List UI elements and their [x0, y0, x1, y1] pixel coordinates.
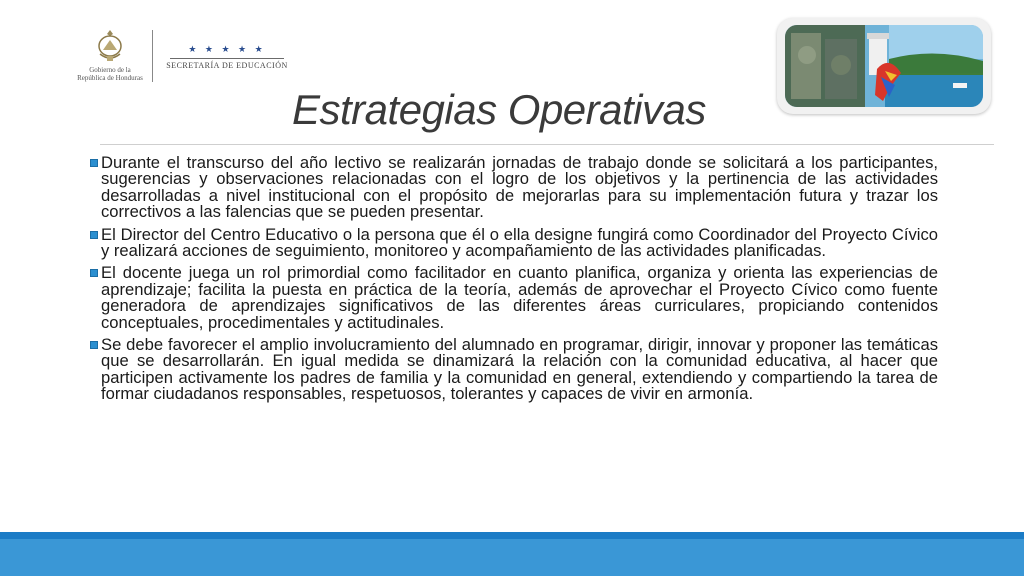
bullet-text: Se debe favorecer el amplio involucramiento del alumnado en programar, dirigir, innovar y proponer las temáticas que se desarrollarán. En igual medida se dinamizará la relación con la comunidad educativa, al hacer que participen activamente los padres de familia y la comunidad en general, extendiendo y compartiendo la tarea de formar ciudadanos responsables, respetuosos, tolerantes y capaces de vivir en armonía. — [101, 335, 938, 404]
header-photo-collage — [777, 18, 991, 114]
bullet-item — [88, 155, 938, 221]
photo-collage-image — [785, 25, 983, 107]
slide-title: Estrategias Operativas — [292, 86, 706, 133]
bullet-item — [88, 337, 938, 403]
square-bullet-icon — [90, 231, 98, 239]
coat-of-arms-icon — [95, 28, 125, 64]
bullet-item — [88, 265, 938, 331]
logo-underline — [170, 58, 284, 59]
square-bullet-icon — [90, 159, 98, 167]
bullet-text: Durante el transcurso del año lectivo se realizarán jornadas de trabajo donde se solicitará a los participantes, sugerencias y observaciones relacionadas con el logro de los objetivos y la pertinencia de las actividades desarrolladas a nivel institucional con el propósito de mejorarlas para su implementación futura y trazar los correctivos a las falencias que se pueden presentar. — [101, 153, 938, 222]
gov-logo-line2: República de Honduras — [77, 74, 143, 82]
bullet-list — [88, 155, 938, 409]
secretaria-logo — [166, 44, 288, 70]
government-logo — [74, 28, 146, 82]
gov-logo-line1: Gobierno de la — [89, 66, 131, 74]
footer-bar — [0, 539, 1024, 576]
square-bullet-icon — [90, 269, 98, 277]
title-divider — [100, 144, 994, 145]
bullet-text: El docente juega un rol primordial como facilitador en cuanto planifica, organiza y orienta las experiencias de aprendizaje; facilita la puesta en práctica de la teoría, además de aprovechar el Proyecto Cívico como fuente generadora de aprendizajes significativos de las diferentes áreas curriculares, propiciando contenidos conceptuales, procedimentales y actitudinales. — [101, 263, 938, 332]
bullet-item — [88, 224, 938, 261]
square-bullet-icon — [90, 341, 98, 349]
logo-divider — [152, 30, 153, 82]
secretaria-label: SECRETARÍA DE EDUCACIÓN — [166, 61, 288, 70]
footer-bar-top — [0, 532, 1024, 539]
stars-icon: ★ ★ ★ ★ ★ — [188, 44, 266, 54]
bullet-text: El Director del Centro Educativo o la persona que él o ella designe fungirá como Coordinador del Proyecto Cívico y realizará acciones de seguimiento, monitoreo y acompañamiento de las actividades planificadas. — [101, 224, 938, 261]
